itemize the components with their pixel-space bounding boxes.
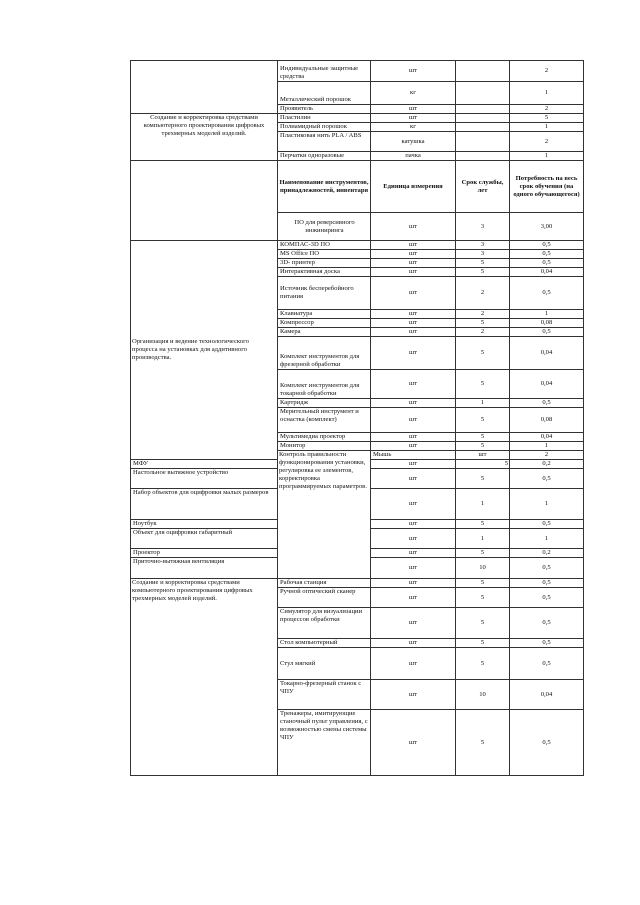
item-name: Стул мягкий [278, 648, 371, 680]
item-name: ПО для реверсивного инжиниринга [278, 213, 371, 241]
item-term [456, 61, 510, 82]
item-need: 1 [510, 82, 584, 105]
item-name: Объект для оцифровки габаритный [131, 529, 278, 549]
item-name: Компрессор [278, 319, 371, 328]
item-need: 1 [510, 310, 584, 319]
item-term: 5 [456, 370, 510, 399]
item-need: 3,00 [510, 213, 584, 241]
item-unit: шт [371, 529, 456, 549]
item-unit: шт [371, 442, 456, 451]
header-name: Наименование инструментов, принадлежностей, инвентаря [278, 161, 371, 213]
item-unit: шт [371, 319, 456, 328]
item-unit: шт [371, 433, 456, 442]
item-need: 0,5 [510, 520, 584, 529]
item-need: 0,5 [510, 277, 584, 310]
item-unit: шт [371, 558, 456, 579]
header-term: Срок службы, лет [456, 161, 510, 213]
equipment-table [130, 60, 584, 776]
item-term [456, 114, 510, 123]
item-term: 5 [456, 588, 510, 608]
item-need: 0,2 [510, 460, 584, 469]
item-name: MS Office ПО [278, 250, 371, 259]
item-need: 0,5 [510, 639, 584, 648]
item-need: 0,04 [510, 268, 584, 277]
item-unit: шт [371, 549, 456, 558]
item-unit: шт [371, 680, 456, 710]
item-need: 1 [510, 123, 584, 132]
item-term: 3 [456, 250, 510, 259]
item-need: 0,04 [510, 680, 584, 710]
item-name: Интерактивная доска [278, 268, 371, 277]
item-name: 3D- принтер [278, 259, 371, 268]
item-term: 5 [456, 710, 510, 776]
item-need: 0,08 [510, 408, 584, 433]
item-need: 0,5 [510, 710, 584, 776]
item-name: Полиамидный порошок [278, 123, 371, 132]
item-term: 5 [456, 648, 510, 680]
item-unit: шт [371, 648, 456, 680]
item-term: 5 [456, 433, 510, 442]
item-unit: шт [371, 250, 456, 259]
item-need: 0,5 [510, 469, 584, 489]
item-term: 2 [456, 328, 510, 337]
item-term: 5 [456, 460, 510, 469]
item-term [456, 123, 510, 132]
item-term: 1 [456, 489, 510, 520]
item-unit: шт [371, 310, 456, 319]
item-need: 0,5 [510, 250, 584, 259]
item-name: Источник бесперебойного питания [278, 277, 371, 310]
item-unit: шт [371, 328, 456, 337]
item-need: 0,08 [510, 319, 584, 328]
item-need: 5 [510, 114, 584, 123]
item-name: Пластиковая нить PLA / ABS [278, 132, 371, 152]
item-unit: шт [371, 370, 456, 399]
item-term: 3 [456, 241, 510, 250]
item-term: 5 [456, 408, 510, 433]
table-row [131, 114, 584, 123]
item-name: Токарно-фрезерный станок с ЧПУ [278, 680, 371, 710]
item-unit: шт [371, 460, 456, 469]
item-term: 5 [456, 608, 510, 639]
item-term: 5 [456, 549, 510, 558]
section-label: Организация и ведение технологического процесса на установках для аддитивного производства. [131, 241, 278, 460]
item-term: 10 [456, 680, 510, 710]
item-unit: шт [371, 710, 456, 776]
section-label: Контроль правильности функционирования установки, регулировка ее элементов, корректировка программируемых параметров. [278, 451, 371, 579]
item-need: 2 [510, 105, 584, 114]
item-name: Перчатки одноразовые [278, 152, 371, 161]
item-name: Проявитель [278, 105, 371, 114]
item-unit: кг [371, 82, 456, 105]
item-unit: шт [371, 277, 456, 310]
item-need: 0,5 [510, 259, 584, 268]
item-name: Мультимедиа проектор [278, 433, 371, 442]
item-need: 1 [510, 152, 584, 161]
item-unit: шт [371, 337, 456, 370]
item-term: 5 [456, 469, 510, 489]
item-need: 0,5 [510, 399, 584, 408]
item-unit: шт [371, 399, 456, 408]
item-name: Комплект инструментов для токарной обработки [278, 370, 371, 399]
item-term: 1 [456, 399, 510, 408]
item-term: 3 [456, 213, 510, 241]
item-name: Камера [278, 328, 371, 337]
document-table-container [130, 60, 583, 776]
item-name: Набор объектов для оцифровки малых размеров [131, 489, 278, 520]
item-name: Ноутбук [131, 520, 278, 529]
section-label: Создание и корректировка средствами компьютерного проектирования цифровых трехмерных моделей изделий. [131, 579, 278, 776]
item-need: 0,5 [510, 558, 584, 579]
item-term: 5 [456, 520, 510, 529]
item-name: Картридж [278, 399, 371, 408]
item-term [456, 132, 510, 152]
item-name: Ручной оптический сканер [278, 588, 371, 608]
item-unit: катушка [371, 132, 456, 152]
item-need: 0,5 [510, 579, 584, 588]
item-term: 5 [456, 259, 510, 268]
item-name: Клавиатура [278, 310, 371, 319]
item-unit: шт [371, 213, 456, 241]
table-row [131, 241, 584, 250]
item-name: Металлический порошок [278, 82, 371, 105]
item-unit: кг [371, 123, 456, 132]
item-name: Пластилин [278, 114, 371, 123]
item-need: 0,5 [510, 648, 584, 680]
item-term: 5 [456, 579, 510, 588]
item-need: 0,04 [510, 370, 584, 399]
section-label: Создание и корректировка средствами компьютерного проектирования цифровых трехмерных моделей изделий. [131, 114, 278, 161]
item-need: 0,5 [510, 608, 584, 639]
item-term: 10 [456, 558, 510, 579]
item-need: 0,04 [510, 433, 584, 442]
item-unit: шт [371, 579, 456, 588]
item-unit: шт [371, 639, 456, 648]
item-term: 5 [456, 319, 510, 328]
item-unit: шт [371, 259, 456, 268]
item-need: 2 [510, 132, 584, 152]
item-name: МФУ [131, 460, 278, 469]
item-name: Тренажеры, имитирующие станочный пульт управления, с возможностью смены системы ЧПУ [278, 710, 371, 776]
item-term: 1 [456, 529, 510, 549]
section-cell-empty [131, 161, 278, 241]
item-unit: шт [371, 114, 456, 123]
item-name: Настольное вытяжное устройство [131, 469, 278, 489]
item-term [456, 105, 510, 114]
item-need: 1 [510, 529, 584, 549]
item-name: Мерительный инструмент и оснастка (комплект) [278, 408, 371, 433]
table-row [131, 579, 584, 588]
item-unit: шт [371, 408, 456, 433]
table-header-row [131, 161, 584, 213]
section-cell-empty [131, 61, 278, 114]
item-name: Симулятор для визуализации процессов обработки [278, 608, 371, 639]
item-unit: шт [456, 451, 510, 460]
item-term: 5 [456, 442, 510, 451]
item-need: 0,5 [510, 328, 584, 337]
item-name: Проектор [131, 549, 278, 558]
item-name: Монитор [278, 442, 371, 451]
item-name: Индивидуальные защитные средства [278, 61, 371, 82]
item-unit: пачка [371, 152, 456, 161]
item-unit: шт [371, 268, 456, 277]
item-name: Приточно-вытяжная вентиляция [131, 558, 278, 579]
item-need: 0,5 [510, 241, 584, 250]
item-name: Комплект инструментов для фрезерной обработки [278, 337, 371, 370]
item-unit: шт [371, 469, 456, 489]
item-term: 5 [456, 639, 510, 648]
item-need: 0,2 [510, 549, 584, 558]
item-term [456, 152, 510, 161]
table-row [131, 61, 584, 82]
item-unit: шт [371, 105, 456, 114]
item-unit: шт [371, 608, 456, 639]
item-unit: шт [371, 61, 456, 82]
item-term: 2 [510, 451, 584, 460]
item-need: 1 [510, 489, 584, 520]
item-unit: шт [371, 489, 456, 520]
item-need: 0,04 [510, 337, 584, 370]
header-unit: Единица измерения [371, 161, 456, 213]
item-need: 1 [510, 442, 584, 451]
item-term: 2 [456, 310, 510, 319]
item-name: Мышь [371, 451, 456, 460]
item-term: 2 [456, 277, 510, 310]
item-need: 2 [510, 61, 584, 82]
item-term: 5 [456, 268, 510, 277]
item-term: 5 [456, 337, 510, 370]
item-unit: шт [371, 588, 456, 608]
item-unit: шт [371, 241, 456, 250]
item-name: Рабочая станция [278, 579, 371, 588]
item-name: КОМПАС-3D ПО [278, 241, 371, 250]
item-unit: шт [371, 520, 456, 529]
item-name: Стол компьютерный [278, 639, 371, 648]
item-term [456, 82, 510, 105]
header-need: Потребность на весь срок обучения (на одного обучающегося) [510, 161, 584, 213]
item-need: 0,5 [510, 588, 584, 608]
